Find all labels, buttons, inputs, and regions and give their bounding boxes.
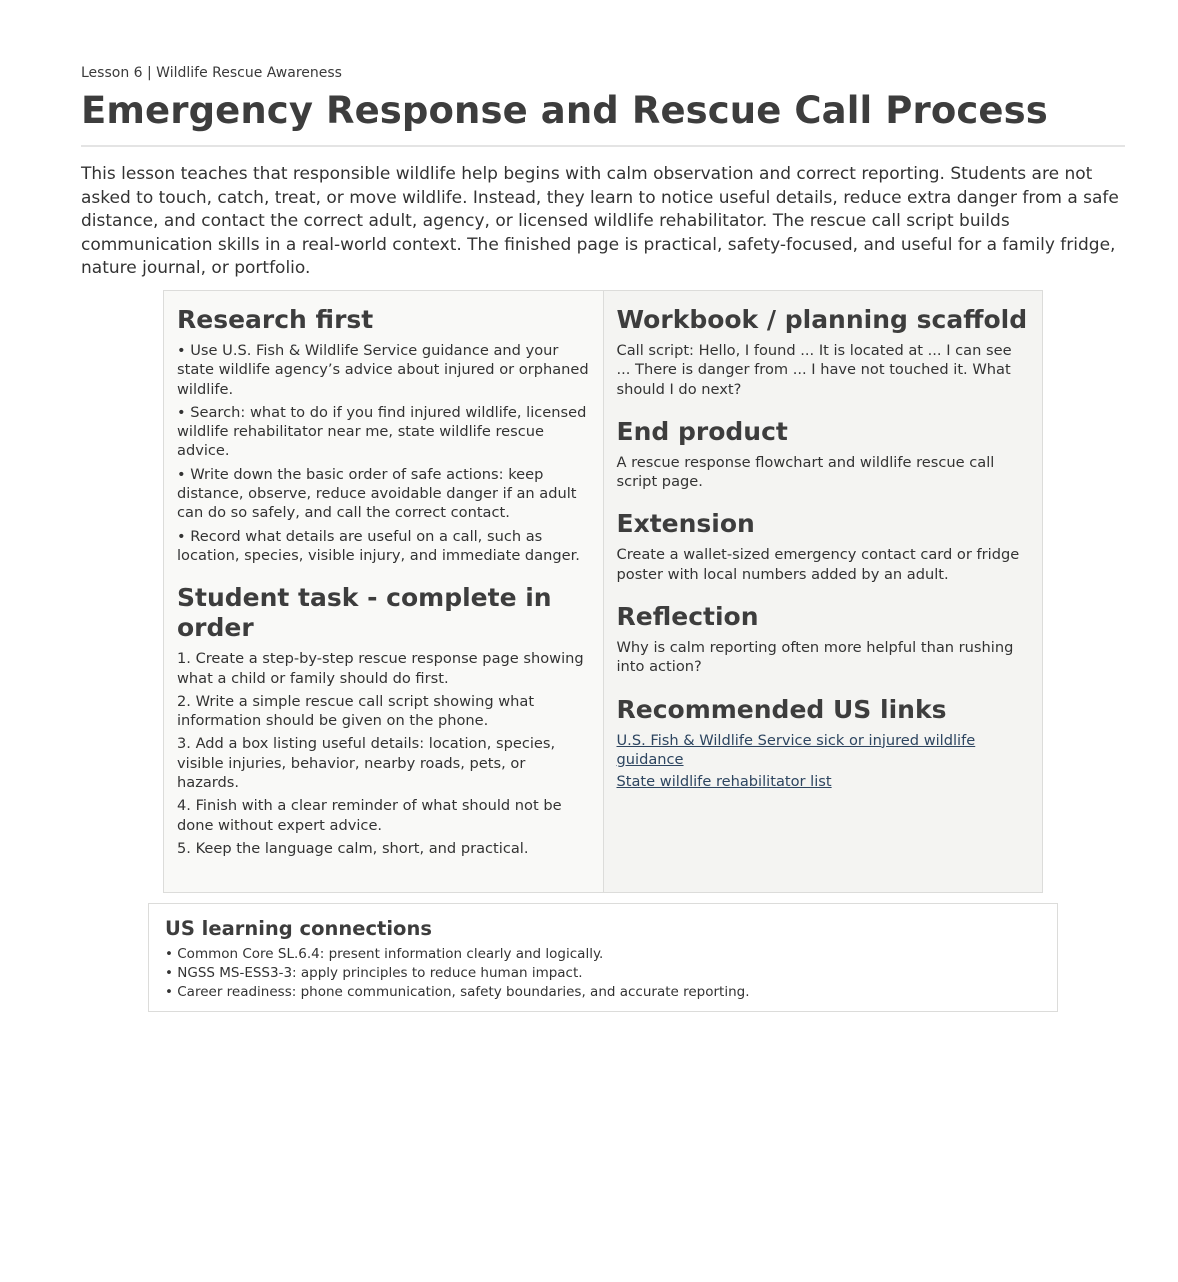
research-item: • Write down the basic order of safe actions: keep distance, observe, reduce avoidable danger if an adult can do so safely, and call the correct contact. — [177, 465, 577, 522]
extension-heading: Extension — [616, 509, 755, 539]
links-heading: Recommended US links — [616, 694, 947, 724]
research-heading: Research first — [177, 305, 374, 334]
usfws-guidance-link[interactable]: U.S. Fish & Wildlife Service sick or injured wildlife guidance — [616, 731, 976, 768]
learning-connections-box — [148, 903, 1058, 1012]
reflection-heading: Reflection — [616, 602, 759, 632]
connections-heading: US learning connections — [165, 917, 432, 940]
workbook-heading: Workbook / planning scaffold — [616, 305, 1028, 334]
task-item: 5. Keep the language calm, short, and practical. — [177, 839, 529, 857]
task-heading: Student task - complete in order — [177, 583, 552, 643]
lesson-panels — [163, 290, 1043, 893]
task-item: 3. Add a box listing useful details: location, species, visible injuries, behavior, nearby roads, pets, or hazards. — [177, 735, 556, 792]
left-panel — [164, 291, 604, 892]
state-rehabilitator-link[interactable]: State wildlife rehabilitator list — [616, 773, 832, 791]
end-product-heading: End product — [616, 416, 788, 446]
reflection-text: Why is calm reporting often more helpful than rushing into action? — [616, 639, 1014, 676]
research-item: • Use U.S. Fish & Wildlife Service guidance and your state wildlife agency’s advice about injured or orphaned wildlife. — [177, 342, 589, 398]
intro-paragraph: This lesson teaches that responsible wildlife help begins with calm observation and correct reporting. Students are not asked to touch, catch, treat, or move wildlife. Instead, they learn to notice useful details, reduce extra danger from a safe distance, and contact the correct adult, agency, or licensed wildlife rehabilitator. The rescue call script builds communication skills in a real-world context. The finished page is practical, safety-focused, and useful for a family fridge, nature journal, or portfolio. — [81, 164, 1119, 278]
task-item: 4. Finish with a clear reminder of what should not be done without expert advice. — [177, 797, 562, 834]
connection-item: • NGSS MS-ESS3-3: apply principles to reduce human impact. — [165, 965, 583, 981]
task-item: 1. Create a step-by-step rescue response page showing what a child or family should do first. — [177, 650, 584, 687]
task-item: 2. Write a simple rescue call script showing what information should be given on the phone. — [177, 692, 535, 730]
title-divider — [81, 145, 1125, 147]
lesson-header — [81, 64, 1125, 281]
lesson-kicker: Lesson 6 | Wildlife Rescue Awareness — [81, 65, 342, 81]
connection-item: • Career readiness: phone communication, safety boundaries, and accurate reporting. — [165, 984, 750, 1000]
page-title: Emergency Response and Rescue Call Process — [81, 89, 1048, 132]
extension-text: Create a wallet-sized emergency contact card or fridge poster with local numbers added by an adult. — [616, 546, 1020, 583]
workbook-text: Call script: Hello, I found ... It is located at ... I can see ... There is danger from ... I have not touched it. What should I do next? — [616, 342, 1012, 398]
research-item: • Search: what to do if you find injured wildlife, licensed wildlife rehabilitator near me, state wildlife rescue advice. — [177, 403, 587, 460]
end-product-text: A rescue response flowchart and wildlife rescue call script page. — [616, 453, 995, 491]
research-item: • Record what details are useful on a call, such as location, species, visible injury, and immediate danger. — [177, 527, 580, 564]
connection-item: • Common Core SL.6.4: present information clearly and logically. — [165, 946, 604, 962]
right-panel — [604, 291, 1043, 892]
